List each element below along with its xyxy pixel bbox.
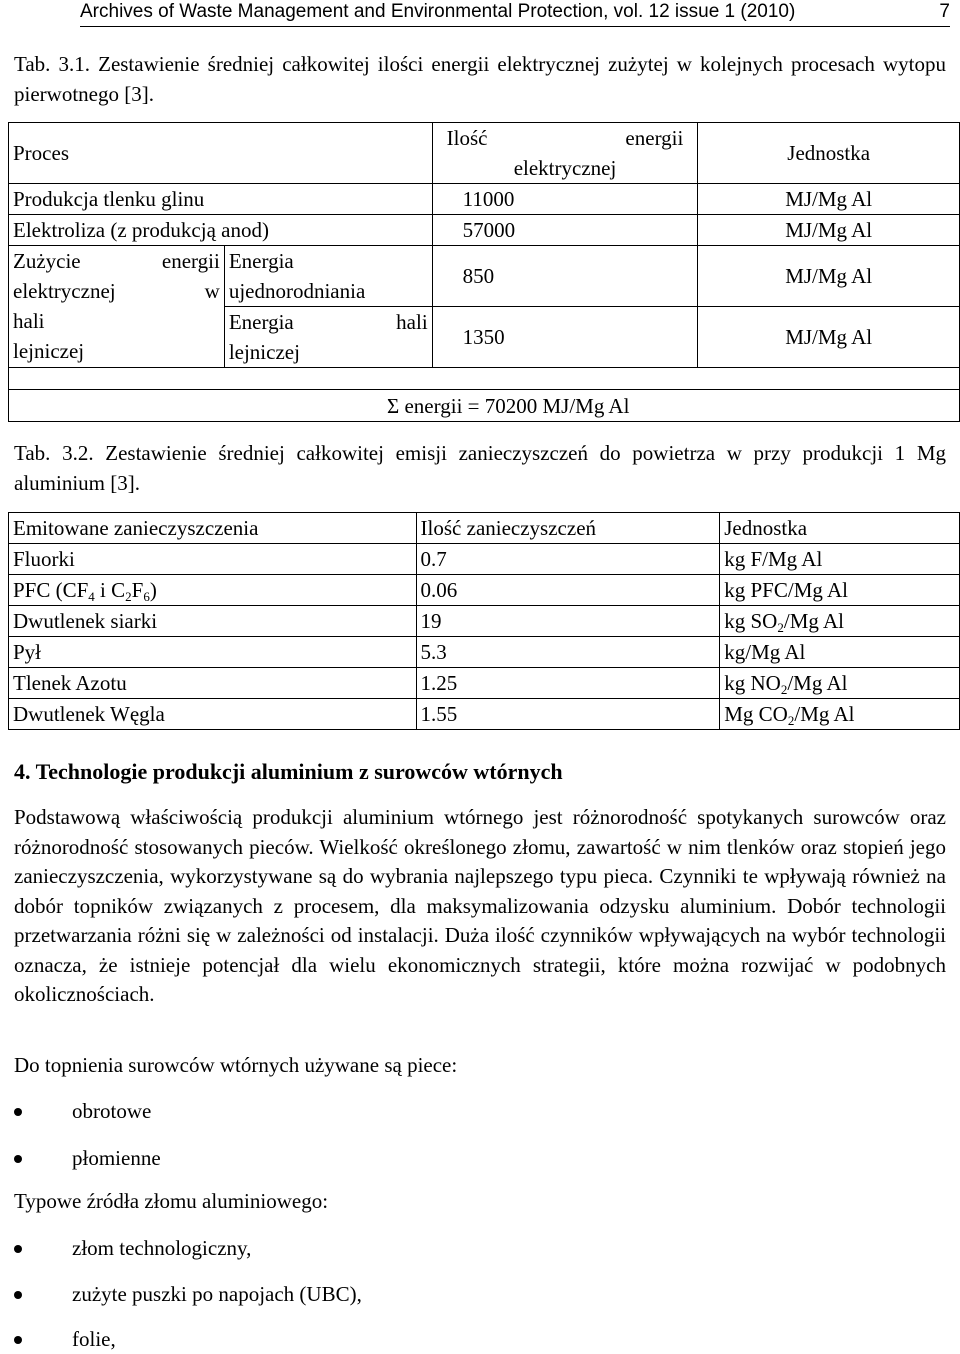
- col-header-proces: Proces: [9, 123, 433, 184]
- row-name: PFC ($CF_4$ i $C_2F_6$): [9, 575, 417, 606]
- energy-total: Σ energii = 70200 MJ/Mg Al: [9, 390, 960, 422]
- row-unit: MJ/Mg Al: [698, 184, 960, 215]
- bullet-icon: [14, 1245, 22, 1253]
- col-header-jednostka: Jednostka: [698, 123, 960, 184]
- bullet-icon: [14, 1336, 22, 1344]
- row-value: 19: [416, 606, 720, 637]
- sub-energia-hali-lejniczej: Energia hali lejniczej: [224, 307, 432, 368]
- row-value: 5.3: [416, 637, 720, 668]
- row-unit: kg/Mg Al: [720, 637, 960, 668]
- section-heading: 4. Technologie produkcji aluminium z surowców wtórnych: [14, 759, 563, 784]
- row-unit: kg $NO_2/Mg$ Al: [720, 668, 960, 699]
- row-name: Dwutlenek Węgla: [9, 699, 417, 730]
- col-header-ilosc: Ilość zanieczyszczeń: [416, 513, 720, 544]
- furnaces-intro: Do topnienia surowców wtórnych używane są piece:: [14, 1053, 458, 1077]
- row-value: 1.25: [416, 668, 720, 699]
- emissions-table: [8, 512, 960, 730]
- sub1-value: 850: [432, 246, 698, 307]
- running-header: [80, 0, 950, 27]
- col-header-jednostka: Jednostka: [720, 513, 960, 544]
- row-proces: Produkcja tlenku glinu: [9, 184, 433, 215]
- row-name: Fluorki: [9, 544, 417, 575]
- sub-energia-ujednorodniania: Energia ujednorodniania: [224, 246, 432, 307]
- col-header-ilosc: Ilość energii elektrycznej: [432, 123, 698, 184]
- row-unit: MJ/Mg Al: [698, 215, 960, 246]
- row-value: 1.55: [416, 699, 720, 730]
- sub1-unit: MJ/Mg Al: [698, 246, 960, 307]
- row-unit: kg PFC/Mg Al: [720, 575, 960, 606]
- energy-table: [8, 122, 960, 422]
- row-value: 57000: [432, 215, 698, 246]
- table2-caption: Tab. 3.2. Zestawienie średniej całkowitej emisji zanieczyszczeń do powietrza w przy produkcji 1 Mg aluminium [3].: [14, 441, 946, 495]
- row-name: Tlenek Azotu: [9, 668, 417, 699]
- row-unit: kg F/Mg Al: [720, 544, 960, 575]
- row-unit: Mg $CO_2/Mg$ Al: [720, 699, 960, 730]
- row-name: Dwutlenek siarki: [9, 606, 417, 637]
- group-label: Zużycie energii elektrycznej w hali lejniczej: [9, 246, 225, 368]
- scrap-intro: Typowe źródła złomu aluminiowego:: [14, 1189, 329, 1213]
- col-header-emitowane: Emitowane zanieczyszczenia: [9, 513, 417, 544]
- row-value: 0.7: [416, 544, 720, 575]
- row-unit: kg $SO_2/Mg$ Al: [720, 606, 960, 637]
- journal-title: Archives of Waste Management and Environmental Protection, vol. 12 issue 1 (2010): [80, 1, 796, 22]
- bullet-icon: [14, 1291, 22, 1299]
- sub2-unit: MJ/Mg Al: [698, 307, 960, 368]
- section-paragraph: Podstawową właściwością produkcji aluminium wtórnego jest różnorodność spotykanych surowców oraz różnorodność stosowanych pieców. Wielkość określonego złomu, zawartość w nim tlenków oraz stopień jego zanieczyszczenia, wykorzystywane są do wybrania najlepszego typu pieca. Czynniki te wpływają również na dobór topników związanych z procesem, dla maksymalizowania odzysku aluminium. Dobór technologii przetwarzania różni się w zależności od instalacji. Duża ilość czynników wpływających na wybór technologii oznacza, że istnieje potencjał dla wielu ekonomicznych strategii, które można rozwijać w podobnych okolicznościach.: [14, 805, 946, 1006]
- spacer-row: [9, 368, 960, 390]
- bullet-icon: [14, 1108, 22, 1116]
- row-value: 0.06: [416, 575, 720, 606]
- bullet-icon: [14, 1155, 22, 1163]
- row-value: 11000: [432, 184, 698, 215]
- row-name: Pył: [9, 637, 417, 668]
- table1-caption: Tab. 3.1. Zestawienie średniej całkowitej ilości energii elektrycznej zużytej w kolejnych procesach wytopu pierwotnego [3].: [14, 52, 946, 106]
- row-proces: Elektroliza (z produkcją anod): [9, 215, 433, 246]
- page-number: 7: [939, 1, 950, 22]
- sub2-value: 1350: [432, 307, 698, 368]
